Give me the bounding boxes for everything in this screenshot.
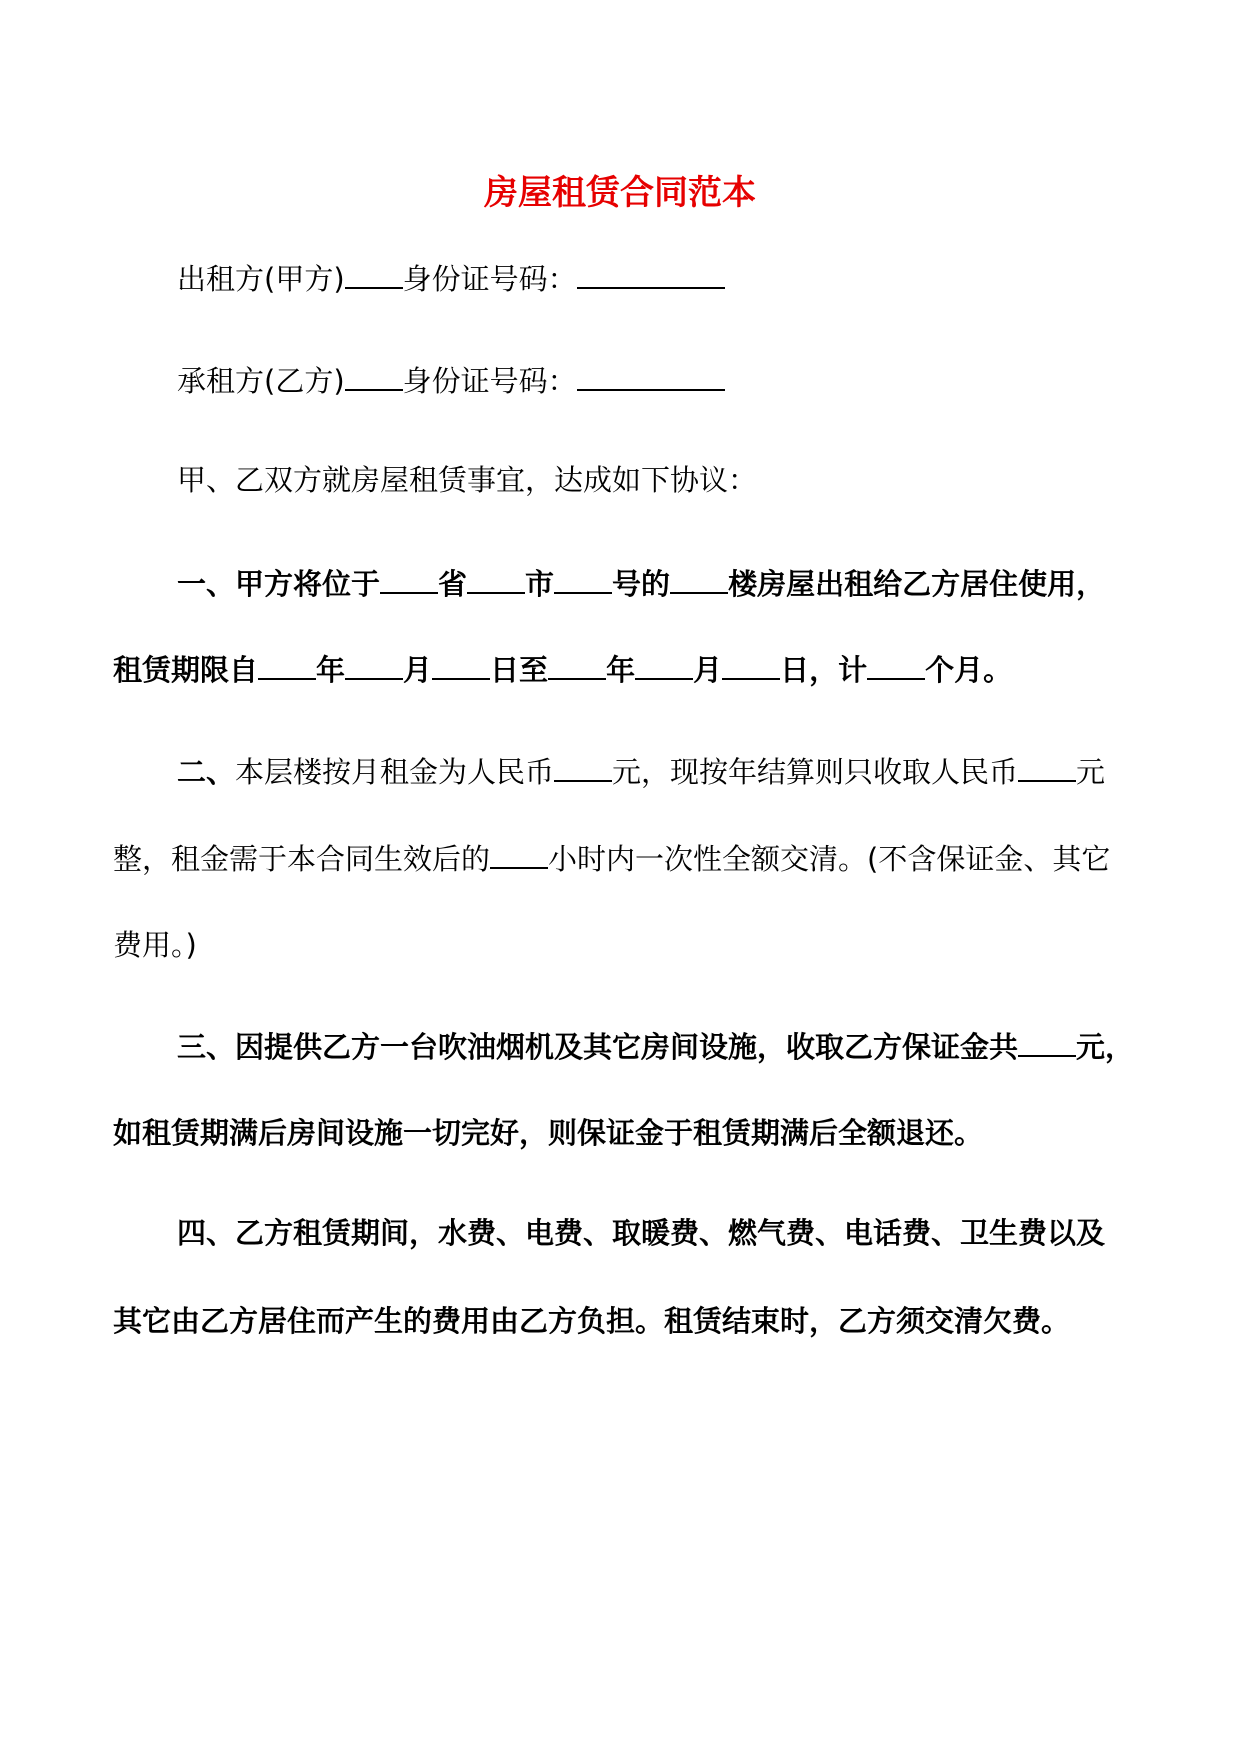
document-title: 房屋租赁合同范本: [484, 173, 756, 213]
clause-4-line-1: 四、乙方租赁期间，水费、电费、取暖费、燃气费、电话费、卫生费以及: [177, 1216, 1106, 1250]
clause-1-text: 个月。: [925, 653, 1013, 687]
number-blank[interactable]: [554, 562, 612, 594]
building-blank[interactable]: [670, 562, 728, 594]
months-blank[interactable]: [867, 648, 925, 680]
clause-1-text: 日，计: [780, 653, 868, 687]
clause-4-line-2: 其它由乙方居住而产生的费用由乙方负担。租赁结束时，乙方须交清欠费。: [113, 1304, 1071, 1338]
clause-2-text: 元: [1076, 755, 1106, 789]
clause-2-text: 元，现按年结算则只收取人民币: [612, 755, 1019, 789]
end-month-blank[interactable]: [635, 648, 693, 680]
lessor-name-blank[interactable]: [345, 257, 403, 289]
lessee-id-blank[interactable]: [577, 359, 725, 391]
intro-line: 甲、乙双方就房屋租赁事宜，达成如下协议：: [177, 463, 758, 497]
lessor-id-blank[interactable]: [577, 257, 725, 289]
city-blank[interactable]: [467, 562, 525, 594]
clause-1-line-1: [177, 562, 1197, 604]
lessor-id-label: 身份证号码：: [402, 262, 577, 296]
annual-rent-blank[interactable]: [1018, 750, 1076, 782]
clause-2-text: 本层楼按月租金为人民币: [235, 755, 555, 789]
end-year-blank[interactable]: [548, 648, 606, 680]
clause-2-line-2: [113, 837, 1133, 879]
lessor-line: [177, 257, 1197, 299]
clause-1-text: 号的: [612, 567, 671, 601]
lessee-label: 承租方(乙方): [177, 364, 345, 398]
clause-2-text: 整，租金需于本合同生效后的: [113, 842, 491, 876]
lessee-id-label: 身份证号码：: [402, 364, 577, 398]
start-year-blank[interactable]: [258, 648, 316, 680]
clause-1-text: 省: [438, 567, 468, 601]
clause-1-text: 楼房屋出租给乙方居住使用，: [728, 567, 1106, 601]
clause-1-text: 月: [693, 653, 723, 687]
monthly-rent-blank[interactable]: [554, 750, 612, 782]
clause-1-text: 租赁期限自: [113, 653, 259, 687]
deposit-blank[interactable]: [1018, 1025, 1076, 1057]
clause-3-line-1: [177, 1025, 1197, 1067]
clause-2-number: 二、: [177, 755, 236, 789]
clause-1-line-2: [113, 648, 1133, 690]
clause-1-text: 一、甲方将位于: [177, 567, 381, 601]
clause-1-text: 年: [606, 653, 636, 687]
clause-2-text: 小时内一次性全额交清。(不含保证金、其它: [548, 842, 1111, 876]
start-month-blank[interactable]: [345, 648, 403, 680]
clause-3-text: 元，: [1076, 1030, 1135, 1064]
clause-3-text: 三、因提供乙方一台吹油烟机及其它房间设施，收取乙方保证金共: [177, 1030, 1019, 1064]
clause-1-text: 月: [403, 653, 433, 687]
end-day-blank[interactable]: [722, 648, 780, 680]
clause-2-line-3: 费用。): [113, 928, 197, 962]
clause-2-line-1: [177, 750, 1197, 792]
province-blank[interactable]: [380, 562, 438, 594]
lessor-label: 出租方(甲方): [177, 262, 345, 296]
clause-1-text: 年: [316, 653, 346, 687]
start-day-blank[interactable]: [432, 648, 490, 680]
clause-1-text: 市: [525, 567, 555, 601]
lessee-name-blank[interactable]: [345, 359, 403, 391]
lessee-line: [177, 359, 1197, 401]
payment-hours-blank[interactable]: [490, 837, 548, 869]
clause-3-line-2: 如租赁期满后房间设施一切完好，则保证金于租赁期满后全额退还。: [113, 1116, 984, 1150]
clause-1-text: 日至: [490, 653, 549, 687]
